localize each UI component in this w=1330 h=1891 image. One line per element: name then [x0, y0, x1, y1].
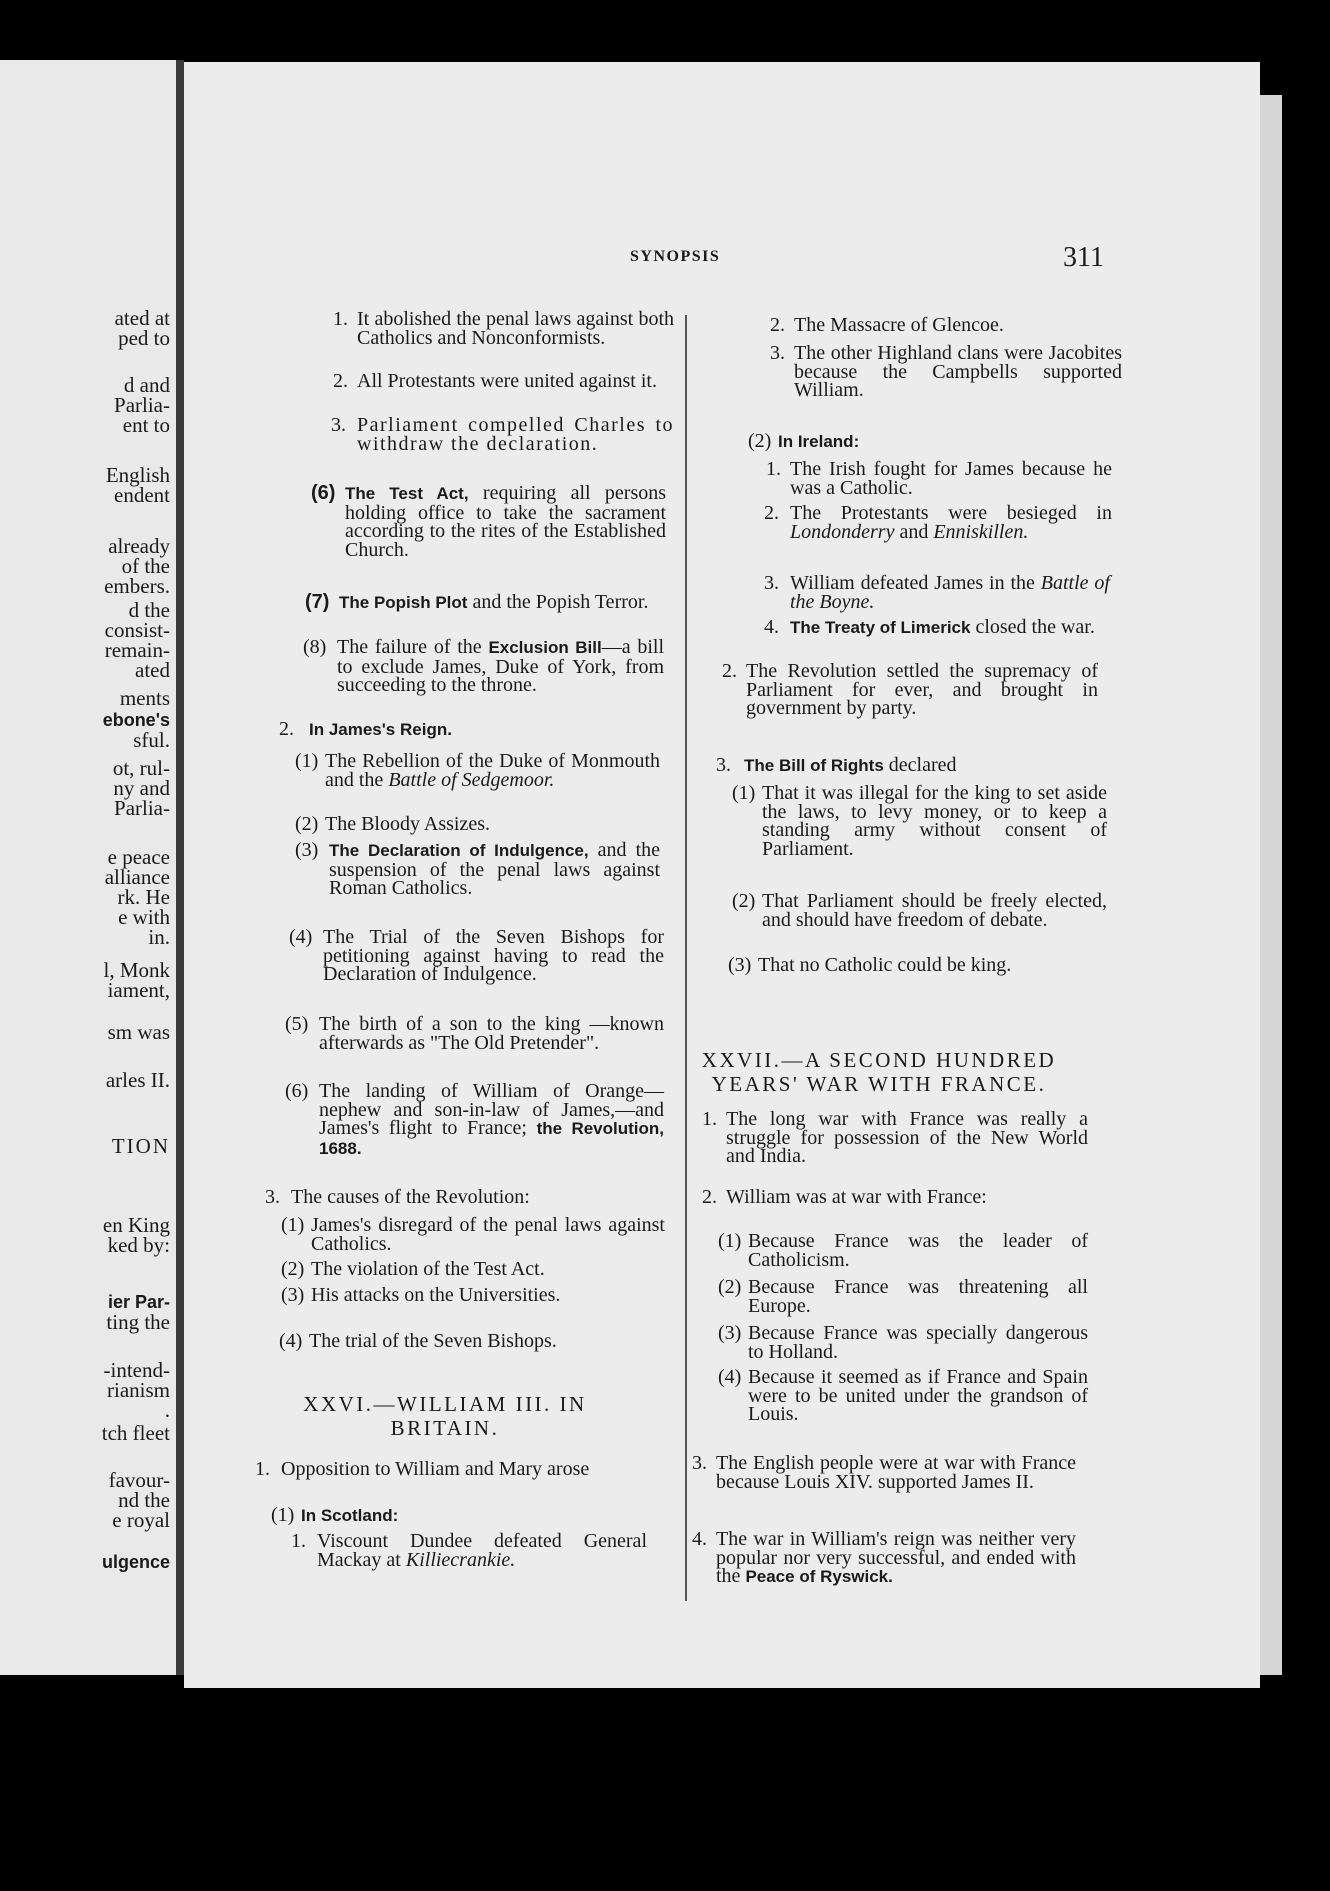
list-item — [692, 1324, 1102, 1361]
prev-page-fragment: Parlia- — [114, 393, 170, 417]
item-text: The war in William's reign was neither very popular nor very successful, and ended with the — [716, 1528, 1076, 1587]
item-number: (4) — [289, 926, 313, 948]
list-item — [255, 1506, 665, 1526]
list-item — [692, 502, 1112, 543]
item-italic-term: Battle of the Boyne. — [790, 572, 1110, 613]
prev-page-fragment: nd the — [118, 1488, 170, 1512]
item-text: Because it seemed as if France and Spain were to be united under the grandson of Louis. — [748, 1366, 1088, 1425]
prev-page-fragment: English — [105, 463, 170, 487]
item-text: The Trial of the Seven Bishops for petitioning against having to read the Declaration of Indulgence. — [323, 926, 664, 985]
item-number: (1) — [271, 1504, 295, 1526]
prev-page-fragment: iament, — [107, 978, 170, 1002]
item-text: The trial of the Seven Bishops. — [309, 1330, 557, 1352]
item-number: (2) — [732, 890, 756, 912]
item-number: (1) — [718, 1230, 742, 1252]
item-number: 1. — [291, 1530, 306, 1552]
list-item — [692, 756, 1102, 776]
prev-page-fragment: ebone's — [102, 710, 170, 730]
item-text: The Rebellion of the Duke of Monmouth and the — [325, 750, 660, 791]
list-item — [255, 1532, 665, 1569]
list-item — [255, 1332, 665, 1351]
list-item — [692, 342, 1122, 401]
item-text: Parliament compelled Charles to withdraw the declaration. — [357, 414, 674, 455]
item-text: The violation of the Test Act. — [311, 1258, 545, 1280]
item-text: The Bloody Assizes. — [325, 813, 490, 835]
page-number: 311 — [1063, 242, 1104, 273]
item-number: (6) — [285, 1080, 309, 1102]
item-text: The other Highland clans were Jacobites because the Campbells supported William. — [794, 342, 1122, 401]
item-number: (8) — [303, 636, 327, 658]
item-text: declared — [888, 754, 957, 776]
item-text: and the Popish Terror. — [472, 591, 649, 613]
prev-page-fragment: ot, rul- — [112, 756, 170, 780]
prev-page-fragment: . — [164, 1398, 170, 1422]
item-text: All Protestants were united against it. — [357, 370, 657, 392]
list-item — [692, 432, 1102, 452]
item-text: Opposition to William and Mary arose — [281, 1458, 590, 1480]
item-text: The birth of a son to the king —known afterwards as "The Old Pretender". — [319, 1013, 664, 1054]
list-item — [692, 1530, 1102, 1587]
item-number: (4) — [279, 1330, 303, 1352]
prev-page-fragment: TION — [111, 1134, 170, 1158]
item-text: The landing of William of Orange—nephew and son-in-law of James,—and James's flight to France; — [319, 1080, 664, 1139]
prev-page-fragment: endent — [114, 483, 170, 507]
list-item — [255, 928, 665, 984]
list-item — [692, 1368, 1102, 1424]
list-item — [255, 1260, 665, 1279]
prev-page-fragment: d the — [128, 598, 170, 622]
prev-page-fragment: e peace — [107, 845, 170, 869]
prev-page-fragment: Parlia- — [114, 796, 170, 820]
item-text: The failure of the — [337, 636, 482, 658]
item-number: 3. — [265, 1186, 280, 1208]
item-number: 2. — [333, 370, 348, 392]
item-text: James's disregard of the penal laws against Catholics. — [311, 1214, 665, 1255]
prev-page-fragment: l, Monk — [103, 958, 170, 982]
list-item — [692, 956, 1102, 975]
prev-page-fragment: ier Par- — [107, 1292, 170, 1312]
item-number: 3. — [331, 414, 346, 436]
item-text: That no Catholic could be king. — [758, 954, 1012, 976]
item-number: 2. — [702, 1186, 717, 1208]
prev-page-fragment: ped to — [118, 326, 170, 350]
prev-page-fragment: ny and — [113, 776, 170, 800]
list-item — [255, 752, 665, 789]
prev-page-fragment: rianism — [107, 1378, 170, 1402]
prev-page-fragment: embers. — [104, 574, 170, 598]
list-item — [692, 890, 1107, 931]
list-item — [692, 782, 1107, 860]
prev-page-fragment: ated at — [114, 306, 170, 330]
list-item — [255, 1460, 665, 1479]
item-text: Because France was specially dangerous to Holland. — [748, 1322, 1088, 1363]
item-number: 4. — [692, 1528, 707, 1550]
prev-page-fragment: in. — [148, 925, 170, 949]
item-text: His attacks on the Universities. — [311, 1284, 561, 1306]
prev-page-fragment: e with — [118, 905, 170, 929]
page-edge-shadow — [1260, 95, 1282, 1675]
previous-page-edge — [0, 60, 176, 1675]
item-text: Because France was the leader of Catholicism. — [748, 1230, 1088, 1271]
item-text: Because France was threatening all Europe. — [748, 1276, 1088, 1317]
prev-page-fragment: favour- — [108, 1468, 170, 1492]
item-italic-term: Killiecrankie. — [405, 1548, 516, 1571]
item-text: requiring all persons holding office to take the sacrament according to the rites of the Established Church. — [345, 482, 667, 561]
item-text: The Massacre of Glencoe. — [794, 314, 1004, 336]
item-number: (2) — [748, 430, 772, 452]
prev-page-fragment: ments — [119, 686, 170, 710]
prev-page-fragment: rk. He — [117, 885, 170, 909]
item-number: 3. — [692, 1452, 707, 1474]
item-number: (3) — [718, 1322, 742, 1344]
list-item — [692, 1188, 1102, 1207]
item-number: 2. — [764, 502, 779, 524]
item-text: closed the war. — [975, 616, 1095, 638]
item-bold-term: The Bill of Rights — [744, 756, 884, 775]
list-item — [255, 1286, 665, 1305]
prev-page-fragment: e royal — [112, 1508, 170, 1532]
prev-page-fragment: sful. — [133, 728, 170, 752]
item-number: (6) — [311, 482, 336, 504]
item-number: (7) — [305, 591, 330, 613]
item-number: 2. — [279, 718, 294, 740]
list-item — [255, 815, 665, 834]
item-text: The long war with France was really a struggle for possession of the New World and India. — [726, 1108, 1088, 1167]
item-number: (1) — [732, 782, 756, 804]
prev-page-fragment: d and — [123, 373, 170, 397]
prev-page-fragment: alliance — [104, 865, 170, 889]
item-number: (3) — [295, 839, 319, 861]
item-number: 3. — [716, 754, 731, 776]
item-number: 1. — [702, 1108, 717, 1130]
item-number: (2) — [281, 1258, 305, 1280]
item-number: (2) — [718, 1276, 742, 1298]
list-item — [255, 1082, 665, 1158]
item-text: It abolished the penal laws against both Catholics and Nonconformists. — [357, 308, 674, 349]
item-number: 3. — [770, 342, 785, 364]
item-text: —a bill to exclude James, Duke of York, from succeeding to the throne. — [337, 636, 664, 696]
item-text: William was at war with France: — [726, 1186, 987, 1208]
prev-page-fragment: of the — [121, 554, 170, 578]
item-bold-term: In James's Reign. — [309, 720, 452, 739]
list-item — [692, 1278, 1102, 1315]
list-item — [255, 308, 674, 349]
list-item — [255, 593, 665, 613]
item-text: The Revolution settled the supremacy of Parliament for ever, and brought in government by party. — [746, 660, 1098, 719]
item-number: (3) — [728, 954, 752, 976]
prev-page-fragment: en King — [102, 1213, 170, 1237]
item-text: That it was illegal for the king to set aside the laws, to levy money, or to keep a standing army without consent of Parliament. — [762, 782, 1107, 860]
item-italic-term: Londonderry — [790, 520, 895, 543]
item-bold-term: The Popish Plot — [339, 593, 468, 612]
list-item — [692, 618, 1102, 638]
item-number: 1. — [766, 458, 781, 480]
item-text: The Irish fought for James because he was a Catholic. — [790, 458, 1112, 499]
item-number: (4) — [718, 1366, 742, 1388]
list-item — [255, 372, 665, 391]
list-item — [255, 1216, 665, 1253]
prev-page-fragment: sm was — [107, 1020, 170, 1044]
item-number: (2) — [295, 813, 319, 835]
item-text: The causes of the Revolution: — [291, 1186, 530, 1208]
item-text: That Parliament should be freely elected, and should have freedom of debate. — [762, 890, 1107, 931]
item-number: 1. — [333, 308, 348, 330]
list-item — [692, 1454, 1102, 1491]
item-number: (1) — [295, 750, 319, 772]
prev-page-fragment: ting the — [106, 1310, 170, 1334]
item-number: (5) — [285, 1013, 309, 1035]
item-text: and the suspension of the penal laws against Roman Catholics. — [329, 839, 661, 899]
section-heading: XXVII.—A SECOND HUNDRED YEARS' WAR WITH FRANCE. — [701, 1048, 1057, 1096]
prev-page-fragment: consist- — [104, 618, 170, 642]
list-item — [255, 414, 674, 455]
item-text: Viscount Dundee defeated General Mackay at — [317, 1530, 647, 1571]
item-bold-term: In Scotland: — [301, 1506, 399, 1525]
item-bold-term: The Declaration of Indulgence, — [329, 841, 589, 860]
book-gutter — [176, 60, 184, 1675]
list-item — [692, 662, 1102, 718]
prev-page-fragment: arles II. — [105, 1068, 170, 1092]
item-bold-term: In Ireland: — [778, 432, 860, 451]
prev-page-fragment: already — [108, 534, 170, 558]
running-head: SYNOPSIS — [630, 248, 721, 265]
list-item — [692, 1110, 1102, 1166]
item-number: 3. — [764, 572, 779, 594]
prev-page-fragment: -intend- — [103, 1358, 170, 1382]
item-italic-term: Battle of Sedgemoor. — [388, 768, 555, 791]
item-number: 1. — [255, 1458, 270, 1480]
item-number: (1) — [281, 1214, 305, 1236]
list-item — [255, 1015, 665, 1052]
item-number: 2. — [722, 660, 737, 682]
list-item — [255, 484, 665, 559]
item-bold-term: the Revolution, 1688. — [319, 1119, 665, 1158]
list-item — [255, 720, 665, 740]
item-bold-term: Exclusion Bill — [488, 638, 602, 657]
list-item — [692, 572, 1110, 613]
item-italic-term: Enniskillen. — [933, 520, 1029, 543]
prev-page-fragment: ent to — [122, 413, 170, 437]
item-text: The English people were at war with France because Louis XIV. supported James II. — [716, 1452, 1076, 1493]
item-number: 2. — [770, 314, 785, 336]
list-item — [255, 1188, 665, 1207]
item-bold-term: The Test Act, — [345, 484, 469, 503]
item-number: (3) — [281, 1284, 305, 1306]
prev-page-fragment: ulgence — [101, 1552, 170, 1572]
list-item — [692, 458, 1112, 499]
list-item — [692, 1232, 1102, 1269]
list-item — [255, 638, 665, 695]
item-bold-term: The Treaty of Limerick — [790, 618, 971, 637]
page-header — [0, 242, 1330, 278]
item-number: 4. — [764, 616, 779, 638]
item-text: and — [899, 520, 929, 543]
column-divider — [685, 315, 687, 1601]
list-item — [692, 316, 1102, 335]
prev-page-fragment: ated — [135, 658, 170, 682]
prev-page-fragment: tch fleet — [101, 1421, 170, 1445]
list-item — [255, 841, 665, 898]
item-text: William defeated James in the — [790, 572, 1035, 594]
prev-page-fragment: ked by: — [107, 1233, 170, 1257]
item-bold-term: Peace of Ryswick. — [745, 1567, 893, 1586]
item-text: The Protestants were besieged in — [790, 502, 1112, 524]
prev-page-fragment: remain- — [104, 638, 170, 662]
section-heading: XXVI.—WILLIAM III. IN BRITAIN. — [303, 1392, 587, 1440]
